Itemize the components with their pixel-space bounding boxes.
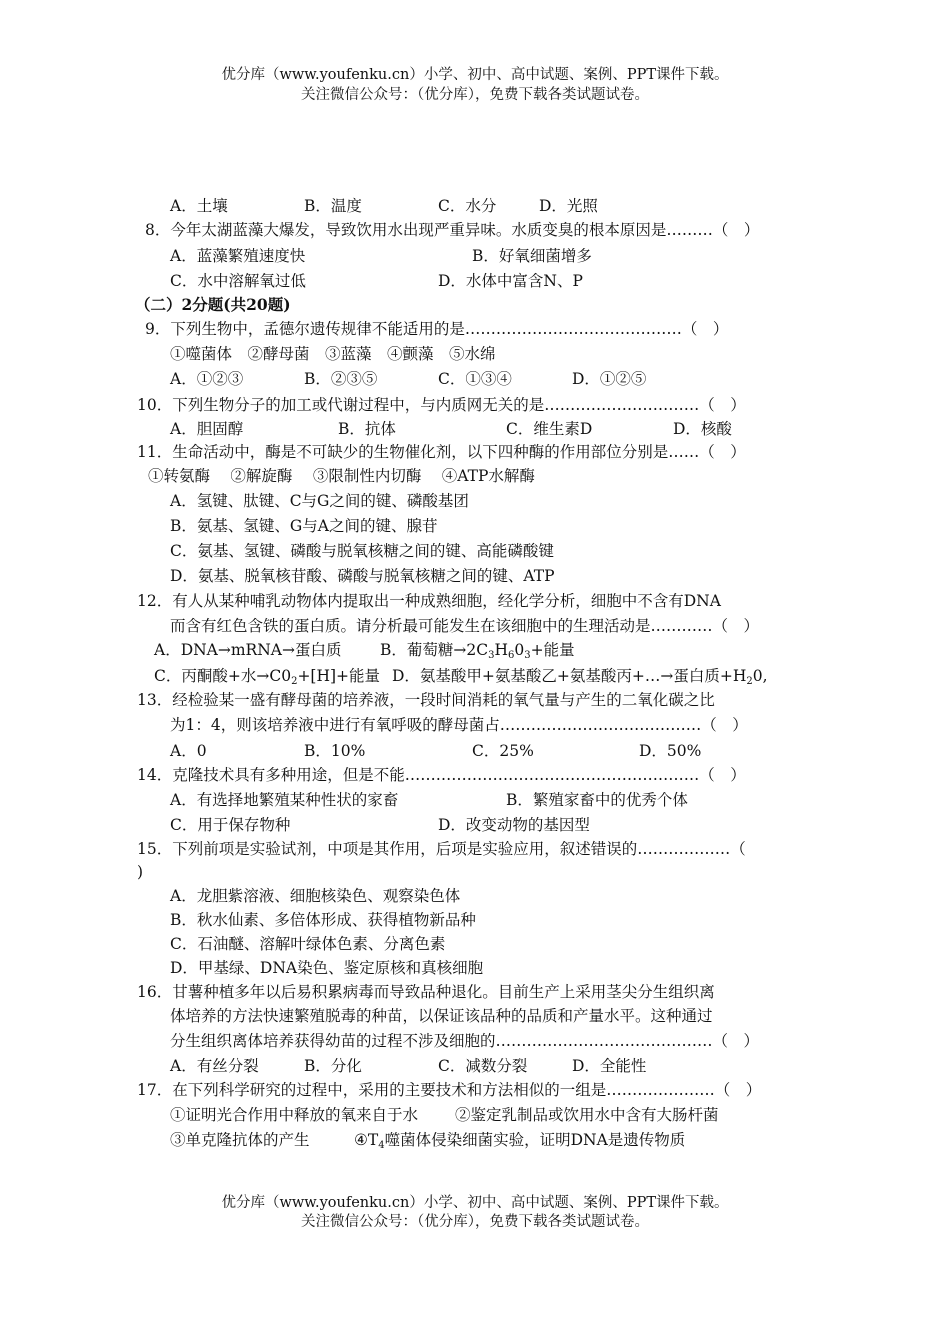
q16-option-a: A．有丝分裂 — [170, 1057, 259, 1075]
q17-item-4: $④T_4$噬菌体侵染细菌实验，证明DNA是遗传物质 — [354, 1131, 686, 1151]
q16-stem-line-2: 体培养的方法快速繁殖脱毒的种苗，以保证该品种的品质和产量水平。这种通过 — [170, 1007, 713, 1025]
q8-option-a: A．蓝藻繁殖速度快 — [170, 247, 306, 265]
q12-option-a: A．DNA→mRNA→蛋白质 — [154, 641, 342, 659]
q14-option-b: B．繁殖家畜中的优秀个体 — [506, 791, 688, 809]
q14-option-d: D．改变动物的基因型 — [438, 816, 590, 834]
q12-option-c: C．丙酮酸+水$\to C0_2+[H]+$能量 — [154, 667, 381, 687]
q11-items: ①转氨酶 ②解旋酶 ③限制性内切酶 ④ATP水解酶 — [148, 467, 535, 485]
q9-items: ①噬菌体 ②酵母菌 ③蓝藻 ④颤藻 ⑤水绵 — [170, 345, 496, 363]
q9-option-c: C．①③④ — [438, 370, 512, 388]
header-line-1: 优分库（www.youfenku.cn）小学、初中、高中试题、案例、PPT课件下载。 — [221, 67, 729, 83]
q7-option-d: D．光照 — [539, 197, 598, 215]
q9-option-d: D．①②⑤ — [572, 370, 647, 388]
q17-item-3: ③单克隆抗体的产生 — [170, 1131, 310, 1149]
q15-option-d: D．甲基绿、DNA染色、鉴定原核和真核细胞 — [170, 959, 484, 977]
q13-stem-line-2: 为1：4，则该培养液中进行有氧呼吸的酵母菌占…………………………………（ ） — [170, 716, 748, 734]
q11-option-b: B．氨基、氢键、G与A之间的键、腺苷 — [170, 517, 438, 535]
q15-option-a: A．龙胆紫溶液、细胞核染色、观察染色体 — [170, 887, 461, 905]
q16-stem-line-1: 16．甘薯种植多年以后易积累病毒而导致品种退化。目前生产上采用茎尖分生组织离 — [137, 983, 715, 1001]
header-line-2: 关注微信公众号：（优分库），免费下载各类试题试卷。 — [301, 87, 649, 103]
q16-option-c: C．减数分裂 — [438, 1057, 528, 1075]
q15-stem-tail: ) — [137, 863, 144, 881]
q16-option-d: D．全能性 — [572, 1057, 647, 1075]
q10-option-c: C．维生素D — [506, 420, 593, 438]
q17-item-2: ②鉴定乳制品或饮用水中含有大肠杆菌 — [455, 1106, 719, 1124]
q15-stem: 15．下列前项是实验试剂，中项是其作用，后项是实验应用，叙述错误的………………（ — [137, 840, 746, 858]
q8-option-c: C．水中溶解氧过低 — [170, 272, 306, 290]
q12-option-d: D．氨基酸甲+氨基酸乙+氨基酸丙+…→蛋白质$+H_20$, — [392, 667, 768, 687]
q13-option-c: C．25% — [472, 742, 534, 760]
q7-option-c: C．水分 — [438, 197, 497, 215]
q9-option-a: A．①②③ — [170, 370, 244, 388]
q14-option-a: A．有选择地繁殖某种性状的家畜 — [170, 791, 399, 809]
footer-line-1: 优分库（www.youfenku.cn）小学、初中、高中试题、案例、PPT课件下载。 — [221, 1195, 729, 1211]
q7-option-b: B．温度 — [304, 197, 362, 215]
q15-option-b: B．秋水仙素、多倍体形成、获得植物新品种 — [170, 911, 476, 929]
q13-stem-line-1: 13．经检验某一盛有酵母菌的培养液，一段时间消耗的氧气量与产生的二氧化碳之比 — [137, 691, 715, 709]
q12-stem-line-2: 而含有红色含铁的蛋白质。请分析最可能发生在该细胞中的生理活动是…………（ ） — [170, 617, 760, 635]
q10-option-d: D．核酸 — [673, 420, 732, 438]
q16-option-b: B．分化 — [304, 1057, 362, 1075]
q16-stem-line-3: 分生组织离体培养获得幼苗的过程不涉及细胞的……………………………………（ ） — [170, 1032, 760, 1050]
q10-stem: 10．下列生物分子的加工或代谢过程中，与内质网无关的是…………………………（ ） — [137, 396, 746, 414]
q11-option-d: D．氨基、脱氧核苷酸、磷酸与脱氧核糖之间的键、ATP — [170, 567, 555, 585]
q13-option-d: D．50% — [639, 742, 702, 760]
q11-option-a: A．氢键、肽键、C与G之间的键、磷酸基团 — [170, 492, 469, 510]
q12-stem-line-1: 12．有人从某种哺乳动物体内提取出一种成熟细胞，经化学分析，细胞中不含有DNA — [137, 592, 721, 610]
q11-stem: 11．生命活动中，酶是不可缺少的生物催化剂，以下四种酶的作用部位分别是……（ ） — [137, 443, 746, 461]
q13-option-a: A．0 — [170, 742, 207, 760]
footer-line-2: 关注微信公众号：（优分库），免费下载各类试题试卷。 — [301, 1214, 649, 1230]
q17-item-1: ①证明光合作用中释放的氧来自于水 — [170, 1106, 419, 1124]
q9-option-b: B．②③⑤ — [304, 370, 378, 388]
q7-option-a: A．土壤 — [170, 197, 228, 215]
q17-stem: 17．在下列科学研究的过程中，采用的主要技术和方法相似的一组是…………………（ ） — [137, 1081, 762, 1099]
section-heading: （二）2分题(共20题) — [135, 295, 291, 314]
q10-option-b: B．抗体 — [338, 420, 396, 438]
q13-option-b: B．10% — [304, 742, 366, 760]
q8-stem: 8．今年太湖蓝藻大爆发，导致饮用水出现严重异味。水质变臭的根本原因是………（ ） — [145, 221, 760, 239]
q12-option-b: B．葡萄糖$\to 2C_3H_60_3+$能量 — [380, 641, 575, 661]
q8-option-b: B．好氧细菌增多 — [472, 247, 592, 265]
q15-option-c: C．石油醚、溶解叶绿体色素、分离色素 — [170, 935, 446, 953]
q14-stem: 14．克隆技术具有多种用途，但是不能…………………………………………………（ ） — [137, 766, 746, 784]
q10-option-a: A．胆固醇 — [170, 420, 244, 438]
q14-option-c: C．用于保存物种 — [170, 816, 291, 834]
q8-option-d: D．水体中富含N、P — [438, 272, 583, 290]
q9-stem: 9．下列生物中，孟德尔遗传规律不能适用的是……………………………………（ ） — [145, 320, 729, 338]
q11-option-c: C．氨基、氢键、磷酸与脱氧核糖之间的键、高能磷酸键 — [170, 542, 554, 560]
